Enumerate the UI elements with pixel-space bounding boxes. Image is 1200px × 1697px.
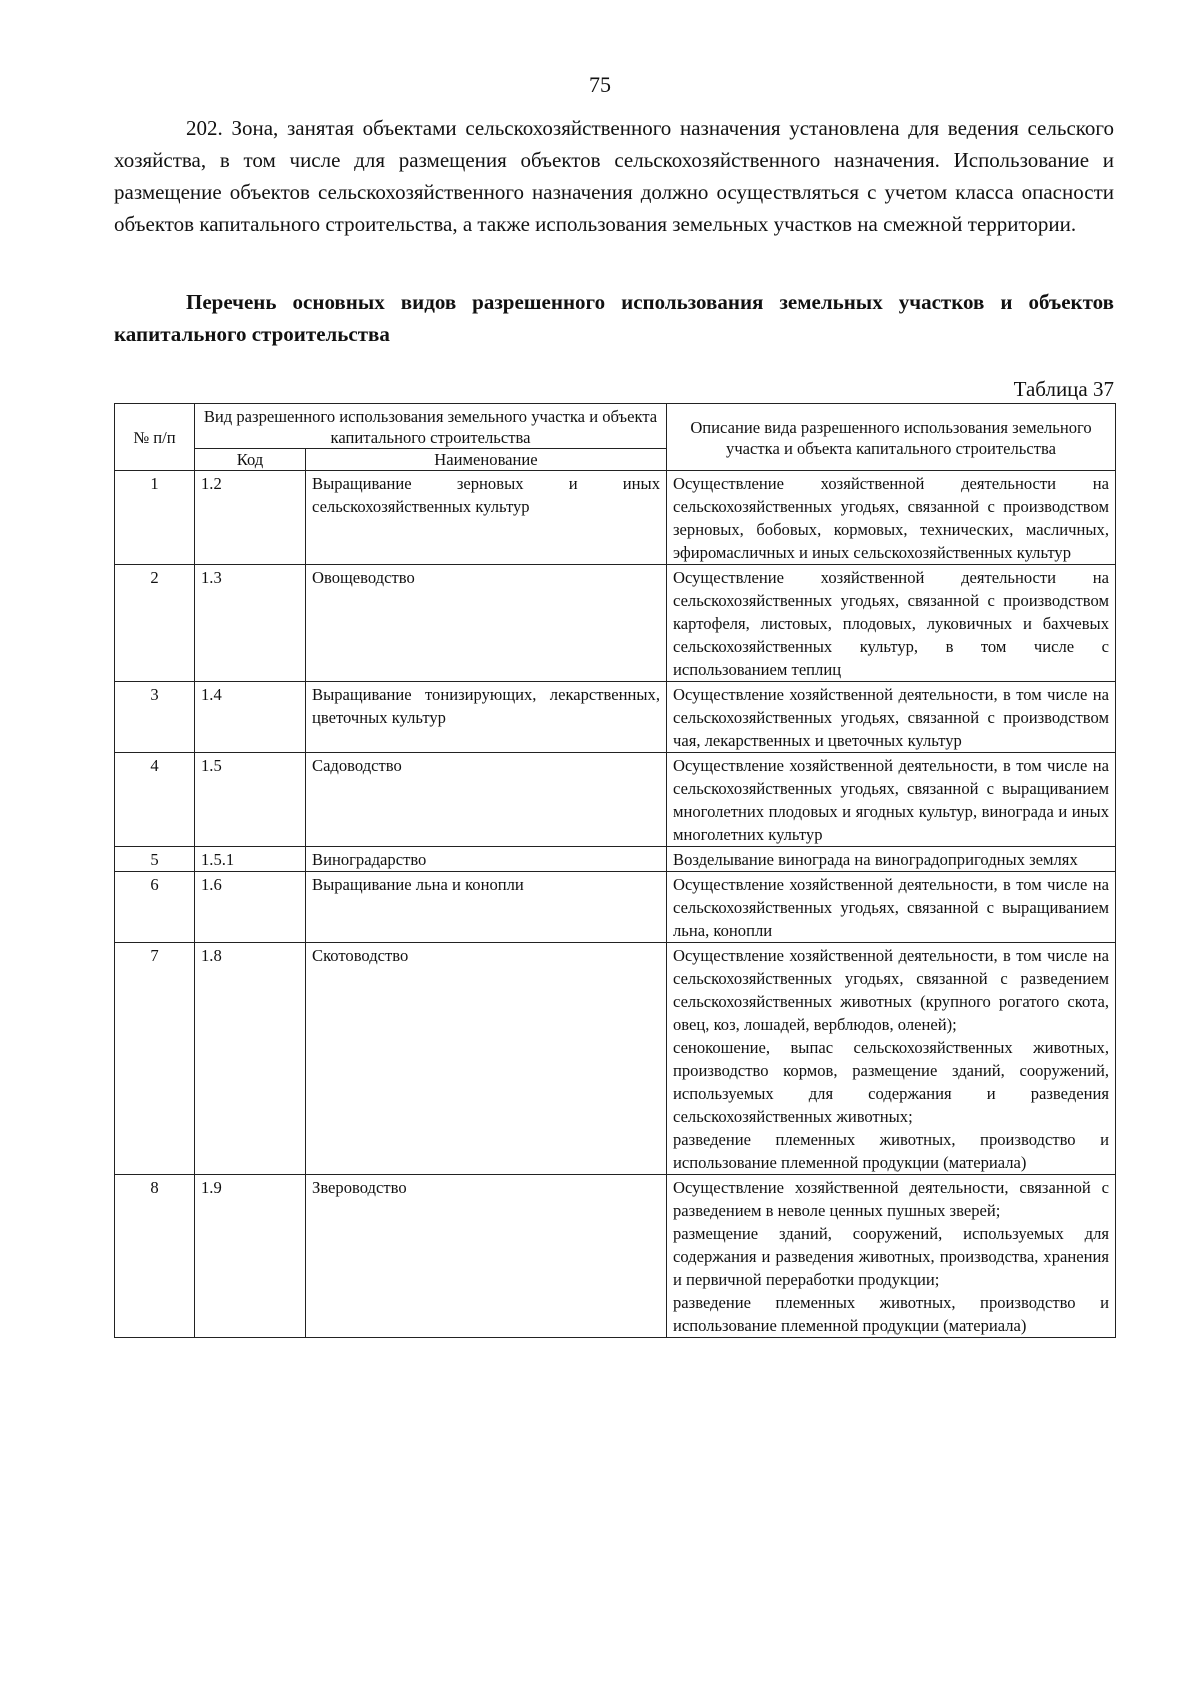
row-number: 7 bbox=[115, 943, 195, 1175]
row-description bbox=[667, 565, 1116, 682]
row-number: 1 bbox=[115, 471, 195, 565]
row-code: 1.2 bbox=[195, 471, 306, 565]
row-description bbox=[667, 943, 1116, 1175]
row-code: 1.9 bbox=[195, 1175, 306, 1338]
row-name: Садоводство bbox=[306, 753, 667, 847]
row-number: 4 bbox=[115, 753, 195, 847]
row-number: 8 bbox=[115, 1175, 195, 1338]
header-description: Описание вида разрешенного использования земельного участка и объекта капитального строительства bbox=[667, 404, 1116, 471]
table-row bbox=[115, 471, 1116, 565]
table-row bbox=[115, 1175, 1116, 1338]
header-num: № п/п bbox=[115, 404, 195, 471]
row-name: Выращивание тонизирующих, лекарственных, цветочных культур bbox=[306, 682, 667, 753]
description-paragraph: разведение племенных животных, производство и использование племенной продукции (материала) bbox=[673, 1293, 1109, 1335]
row-name: Скотоводство bbox=[306, 943, 667, 1175]
table-row bbox=[115, 943, 1116, 1175]
row-description bbox=[667, 847, 1116, 872]
row-name: Звероводство bbox=[306, 1175, 667, 1338]
row-description bbox=[667, 872, 1116, 943]
description-paragraph: Осуществление хозяйственной деятельности, в том числе на сельскохозяйственных угодьях, связанной с производством чая, лекарственных и цветочных культур bbox=[673, 685, 1109, 750]
table-body bbox=[115, 471, 1116, 1338]
row-description bbox=[667, 1175, 1116, 1338]
description-paragraph: Осуществление хозяйственной деятельности на сельскохозяйственных угодьях, связанной с производством картофеля, листовых, плодовых, луковичных и бахчевых сельскохозяйственных культур, в том числе с использованием теплиц bbox=[673, 568, 1109, 679]
table-row bbox=[115, 565, 1116, 682]
row-code: 1.4 bbox=[195, 682, 306, 753]
description-paragraph: Осуществление хозяйственной деятельности, в том числе на сельскохозяйственных угодьях, связанной с разведением сельскохозяйственных животных (крупного рогатого скота, овец, коз, лошадей, верблюдов, оленей); bbox=[673, 946, 1109, 1034]
table-header bbox=[115, 404, 1116, 471]
table-caption: Таблица 37 bbox=[1013, 377, 1114, 401]
description-paragraph: размещение зданий, сооружений, используемых для содержания и разведения животных, производства, хранения и первичной переработки продукции; bbox=[673, 1224, 1109, 1289]
row-name: Овощеводство bbox=[306, 565, 667, 682]
section-heading: Перечень основных видов разрешенного использования земельных участков и объектов капитального строительства bbox=[114, 290, 1114, 346]
row-code: 1.5.1 bbox=[195, 847, 306, 872]
header-name: Наименование bbox=[306, 449, 667, 471]
table-row bbox=[115, 753, 1116, 847]
row-number: 3 bbox=[115, 682, 195, 753]
header-code: Код bbox=[195, 449, 306, 471]
row-code: 1.8 bbox=[195, 943, 306, 1175]
description-paragraph: Осуществление хозяйственной деятельности, в том числе на сельскохозяйственных угодьях, связанной с выращиванием многолетних плодовых и ягодных культур, винограда и иных многолетних культур bbox=[673, 756, 1109, 844]
row-name: Выращивание зерновых и иных сельскохозяйственных культур bbox=[306, 471, 667, 565]
description-paragraph: Осуществление хозяйственной деятельности на сельскохозяйственных угодьях, связанной с производством зерновых, бобовых, кормовых, технических, масличных, эфиромасличных и иных сельскохозяйственных культур bbox=[673, 474, 1109, 562]
row-name: Виноградарство bbox=[306, 847, 667, 872]
description-paragraph: сенокошение, выпас сельскохозяйственных животных, производство кормов, размещение зданий, сооружений, используемых для содержания и разведения сельскохозяйственных животных; bbox=[673, 1038, 1109, 1126]
row-number: 6 bbox=[115, 872, 195, 943]
row-code: 1.5 bbox=[195, 753, 306, 847]
header-use-type: Вид разрешенного использования земельного участка и объекта капитального строительства bbox=[195, 404, 667, 449]
description-paragraph: Осуществление хозяйственной деятельности, связанной с разведением в неволе ценных пушных зверей; bbox=[673, 1178, 1109, 1220]
row-code: 1.3 bbox=[195, 565, 306, 682]
row-description bbox=[667, 682, 1116, 753]
row-description bbox=[667, 471, 1116, 565]
zone-paragraph: 202. Зона, занятая объектами сельскохозяйственного назначения установлена для ведения сельского хозяйства, в том числе для размещения объектов сельскохозяйственного назначения. Использование и размещение объектов сельскохозяйственного назначения должно осуществляться с учетом класса опасности объектов капитального строительства, а также использования земельных участков на смежной территории. bbox=[114, 116, 1114, 236]
row-number: 5 bbox=[115, 847, 195, 872]
row-description bbox=[667, 753, 1116, 847]
page-number: 75 bbox=[589, 72, 611, 97]
table-row bbox=[115, 872, 1116, 943]
description-paragraph: Возделывание винограда на виноградопригодных землях bbox=[673, 850, 1078, 869]
row-number: 2 bbox=[115, 565, 195, 682]
table-row bbox=[115, 682, 1116, 753]
land-use-table bbox=[114, 403, 1116, 1338]
description-paragraph: разведение племенных животных, производство и использование племенной продукции (материала) bbox=[673, 1130, 1109, 1172]
row-name: Выращивание льна и конопли bbox=[306, 872, 667, 943]
row-code: 1.6 bbox=[195, 872, 306, 943]
description-paragraph: Осуществление хозяйственной деятельности, в том числе на сельскохозяйственных угодьях, связанной с выращиванием льна, конопли bbox=[673, 875, 1109, 940]
table-row bbox=[115, 847, 1116, 872]
